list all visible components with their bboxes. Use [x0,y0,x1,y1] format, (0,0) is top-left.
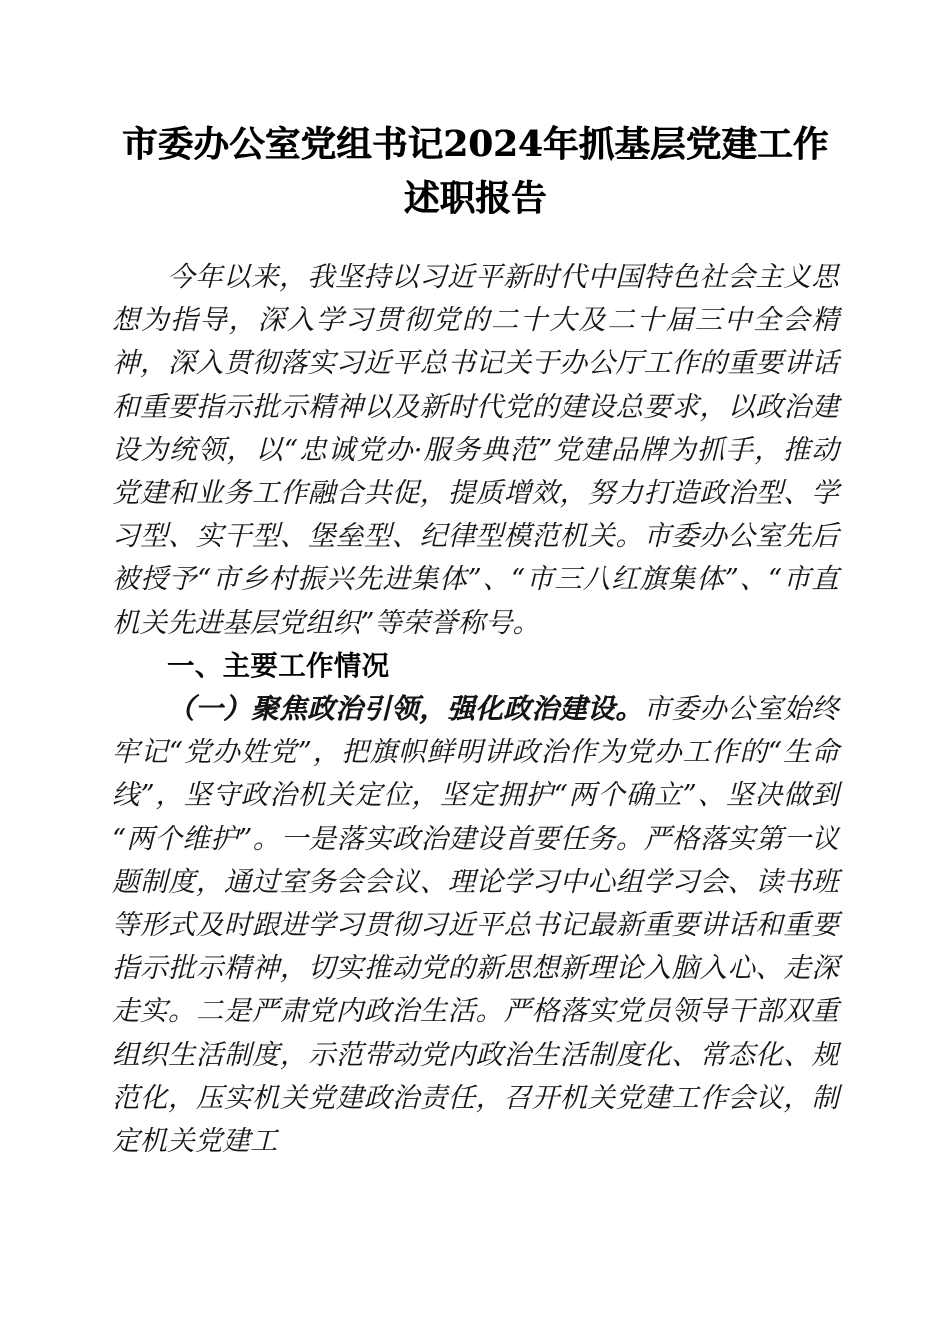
document-content [112,118,839,1163]
document-title-line-2: 述职报告 [404,178,547,219]
subsection-paragraph-1 [112,688,839,1163]
opening-paragraph [112,256,839,645]
opening-paragraph-text: 今年以来，我坚持以习近平新时代中国特色社会主义思想为指导，深入学习贯彻党的二十大及二十届三中全会精神，深入贯彻落实习近平总书记关于办公厅工作的重要讲话和重要指示批示精神以及新时代党的建设总要求，以政治建设为统领，以“忠诚党办·服务典范”党建品牌为抓手，推动党建和业务工作融合共促，提质增效，努力打造政治型、学习型、实干型、堡垒型、纪律型模范机关。市委办公室先后被授予“市乡村振兴先进集体”、“市三八红旗集体”、“市直机关先进基层党组织”等荣誉称号。 [112,261,839,639]
document-body [112,256,839,1163]
document-title [112,118,839,226]
subsection-lead-label: （一）聚焦政治引领，强化政治建设。 [167,693,644,726]
document-title-line-1: 市委办公室党组书记2024年抓基层党建工作 [122,124,829,165]
subsection-body-text: 市委办公室始终牢记“党办姓党”，把旗帜鲜明讲政治作为党办工作的“生命线”，坚守政治机关定位，坚定拥护“两个确立”、坚决做到“两个维护”。一是落实政治建设首要任务。严格落实第一议题制度，通过室务会会议、理论学习中心组学习会、读书班等形式及时跟进学习贯彻习近平总书记最新重要讲话和重要指示批示精神，切实推动党的新思想新理论入脑入心、走深走实。二是严肃党内政治生活。严格落实党员领导干部双重组织生活制度，示范带动党内政治生活制度化、常态化、规范化，压实机关党建政治责任，召开机关党建工作会议，制定机关党建工 [112,693,839,1158]
section-heading-1: 一、主要工作情况 [167,649,390,682]
